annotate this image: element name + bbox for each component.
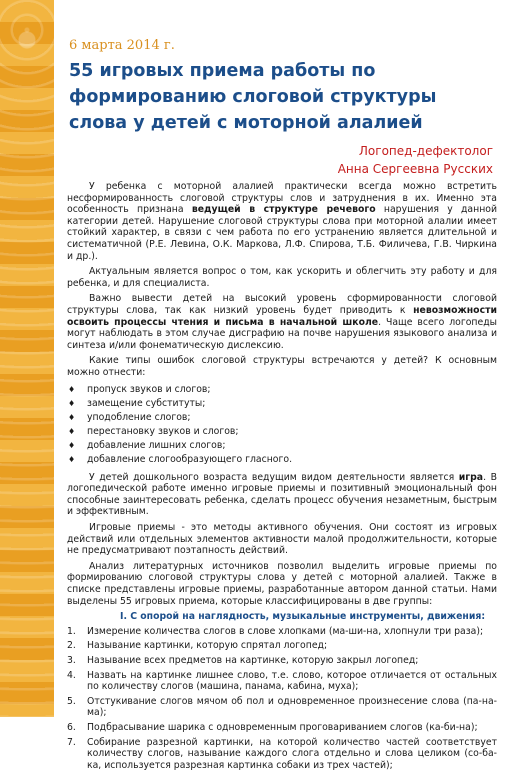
list-item: 2. Называние картинки, которую спрятал логопед;: [67, 640, 328, 652]
decorative-side-band: [0, 0, 54, 717]
game-techniques-list: [67, 626, 497, 772]
list-item: ♦ замещение субституты;: [67, 397, 497, 411]
list-item: ♦ перестановку звуков и слогов;: [67, 425, 497, 439]
list-item: ♦ уподобление слогов;: [67, 411, 497, 425]
paragraph: Анализ литературных источников позволил выделить игровые приемы по формированию слоговой структуры слова у детей с моторной алалией. Также в списке представлены игровые приемы, разработанные автором данной статьи. Нами выделены 55 игровых приема, которые классифицированы в две группы:: [67, 560, 497, 607]
author-role: Логопед-дефектолог: [358, 144, 493, 158]
list-item: 6. Подбрасывание шарика с одновременным проговариванием слогов (ка-би-на);: [67, 721, 478, 733]
paragraph: Какие типы ошибок слоговой структуры встречаются у детей? К основным можно отнести:: [67, 355, 497, 378]
paragraph: У детей дошкольного возраста ведущим видом деятельности является игра. В логопедической работе именно игровые приемы и позитивный эмоциональный фон способные заинтересовать ребенка, сделать процесс обучения незаметным, быстрым и эффективным.: [67, 471, 497, 518]
paragraph: Актуальным является вопрос о том, как ускорить и облегчить эту работу и для ребенка, и для специалиста.: [67, 266, 497, 289]
list-item: 4. Назвать на картинке лишнее слово, т.е. слово, которое отличается от остальных по количеству слогов (машина, панама, кабина, муха);: [67, 669, 497, 693]
article-body: [67, 181, 497, 774]
list-item: 1. Измерение количества слогов в слове хлопками (ма-ши-на, хлопнули три раза);: [67, 625, 484, 637]
list-item: 7. Собирание разрезной картинки, на которой количество частей соответствует количеству слогов, называние каждого слога отдельно и слова целиком (со-ба-ка, используется разрезная картинка собаки из трех частей);: [67, 736, 497, 771]
list-item: 3. Называние всех предметов на картинке, которую закрыл логопед;: [67, 654, 419, 666]
error-types-list: [67, 383, 497, 468]
author-name: Анна Сергеевна Русских: [337, 162, 493, 176]
list-item: ♦ добавление лишних слогов;: [67, 439, 497, 453]
section-heading: I. С опорой на наглядность, музыкальные инструменты, движения:: [120, 611, 486, 623]
paragraph: Важно вывести детей на высокий уровень сформированности слоговой структуры слова, так как низкий уровень будет приводить к невозможности освоить процессы чтения и письма в начальной школе. Чаще всего логопеды могут наблюдать в этом случае дисграфию на почве нарушения языкового анализа и синтеза и/или фонематическую дислексию.: [67, 293, 497, 351]
article-title: 55 игровых приема работы по формированию слоговой структуры слова у детей с моторной алалией: [69, 61, 437, 133]
publication-date: 6 марта 2014 г.: [69, 38, 175, 53]
list-item: 5. Отстукивание слогов мячом об пол и одновременное произнесение слова (па-на-ма);: [67, 695, 497, 719]
paragraph: Игровые приемы - это методы активного обучения. Они состоят из игровых действий или отдельных элементов активности малой продолжительности, которые не предусматривают поэтапность действий.: [67, 522, 497, 557]
list-item: ♦ добавление слогообразующего гласного.: [67, 453, 497, 467]
paragraph: У ребенка с моторной алалией практически всегда можно встретить несформированность слоговой структуры слов и затруднения в их. Именно эта особенность признана ведущей в структуре речевого нарушения у данной категории детей. Нарушение слоговой структуры слова при моторной алалии имеет стойкий характер, в связи с чем работа по его устранению является длительной и систематичной (Р.Е. Левина, О.К. Маркова, Л.Ф. Спирова, Т.Б. Филичева, Г.В. Чиркина и др.).: [67, 181, 498, 262]
list-item: ♦ пропуск звуков и слогов;: [67, 383, 497, 397]
